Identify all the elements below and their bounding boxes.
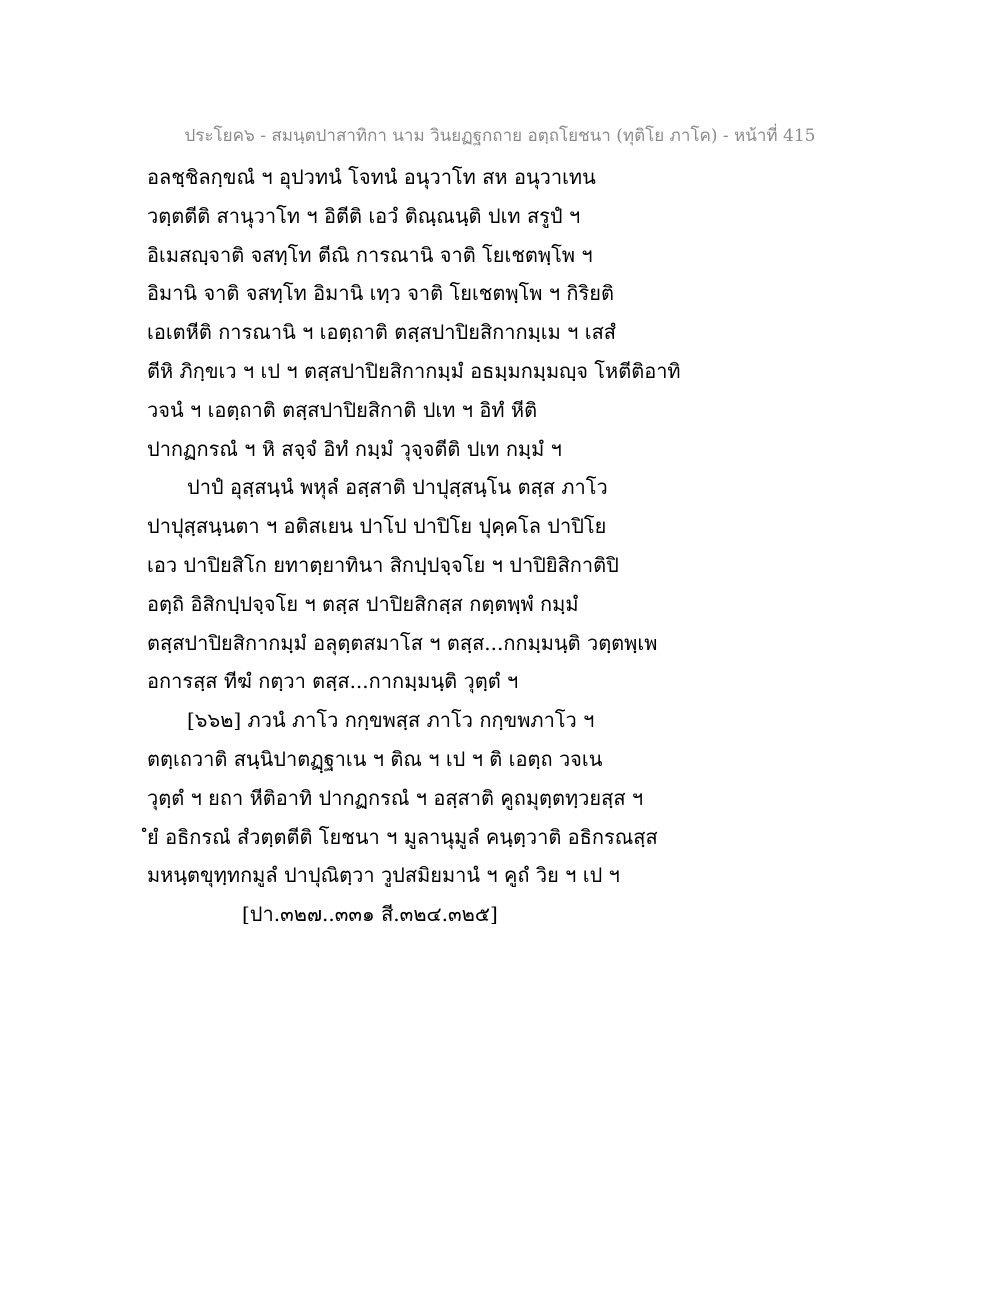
reference-line: [ปา.๓๒๗..๓๓๑ สี.๓๒๔.๓๒๕] [242,902,498,927]
text-line: ํยํ อธิกรณํ สํวตฺตตีติ โยชนา ฯ มูลานุมูลํ คนฺตฺวาติ อธิกรณสฺส [147,824,658,849]
text-line: อิมานิ จาติ จสทฺโท อิมานิ เทฺว จาติ โยเชตพฺโพ ฯ กิริยติ [147,281,614,306]
text-line: มหนฺตขุทฺทกมูลํ ปาปุณิตฺวา วูปสมิยมานํ ฯ คูถํ วิย ฯ เป ฯ [147,863,620,888]
text-line: เอเตหีติ การณานิ ฯ เอตฺถาติ ตสฺสปาปิยสิกากมฺเม ฯ เสสํ [147,320,617,345]
text-line: อตฺถิ อิสิกปฺปจฺจโย ฯ ตสฺส ปาปิยสิกสฺส กตฺตพฺพํ กมฺมํ [147,591,579,616]
text-line: ตีหิ ภิกฺขเว ฯ เป ฯ ตสฺสปาปิยสิกากมฺมํ อธมฺมกมฺมญฺจ โหตีติอาทิ [147,358,681,383]
text-line: ตตฺเถวาติ สนฺนิปาตฏฺฐาเน ฯ ติณ ฯ เป ฯ ติ เอตฺถ วจเน [147,746,603,771]
text-line: อลชฺชิลกฺขณํ ฯ อุปวทนํ โจทนํ อนุวาโท สห อนุวาเทน [147,165,596,189]
text-line: ตสฺสปาปิยสิกากมฺมํ อลุตฺตสมาโส ฯ ตสฺส...กกมฺมนฺติ วตฺตพฺเพ [147,630,658,655]
paragraph-start-line: [๖๖๒] ภวนํ ภาโว กกฺขพสฺส ภาโว กกฺขพภาโว ฯ [187,708,595,733]
body-text [147,158,967,934]
text-line: ปาปุสฺสนฺนตา ฯ อติสเยน ปาโป ปาปิโย ปุคฺคโล ปาปิโย [147,514,607,539]
text-line: ปากฏกรณํ ฯ หิ สจฺจํ อิทํ กมฺมํ วุจฺจตีติ ปเท กมฺมํ ฯ [147,436,562,461]
text-line: วตฺตตีติ สานุวาโท ฯ อิตีติ เอวํ ติณฺณนฺติ ปเท สรูปํ ฯ [147,203,581,228]
text-line: อิเมสญฺจาติ จสทฺโท ตีณิ การณานิ จาติ โยเชตพฺโพ ฯ [147,242,593,267]
text-line: วจนํ ฯ เอตฺถาติ ตสฺสปาปิยสิกาติ ปเท ฯ อิทํ หีติ [147,397,538,422]
paragraph-start-line: ปาปํ อุสฺสนฺนํ พหุลํ อสฺสาติ ปาปุสฺสนฺโน ตสฺส ภาโว [187,475,608,500]
text-line: เอว ปาปิยสิโก ยทาตฺยาทินา สิกปฺปจฺจโย ฯ ปาปิยิสิกาติปิ [147,552,619,577]
text-line: วุตฺตํ ฯ ยถา หีติอาทิ ปากฏกรณํ ฯ อสฺสาติ คูถมุตฺตทฺวยสฺส ฯ [147,785,644,810]
page-header: ประโยค๖ - สมนฺตปาสาทิกา นาม วินยฏฐกถาย อตฺถโยชนา (ทุติโย ภาโค) - หน้าที่ 415 [184,126,816,146]
text-line: อการสฺส ทีฆํ กตฺวา ตสฺส...กากมฺมนฺติ วุตฺตํ ฯ [147,669,519,694]
